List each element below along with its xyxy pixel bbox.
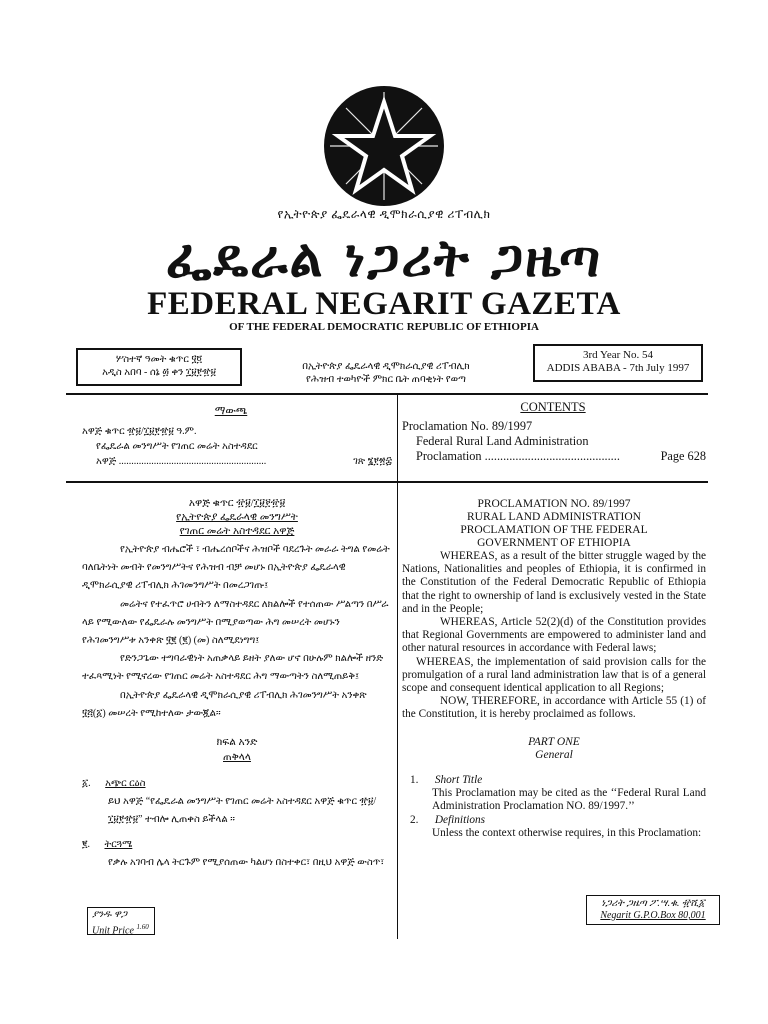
- english-title-line-2: RURAL LAND ADMINISTRATION: [467, 511, 641, 523]
- contents-rule: [66, 481, 708, 483]
- english-preamble-4: NOW, THEREFORE, in accordance with Article 55 (1) of the Constitution, it is hereby proclaimed as follows.: [402, 695, 706, 721]
- amharic-section-2-text: የቃሉ አገባብ ሌላ ትርጉም የሚያሰጠው ካልሆነ በስተቀር፣ በዚህ አዋጅ ውስጥ፣: [108, 856, 385, 868]
- contents-item-amharic-2: የፌዴራል መንግሥት የገጠር መሬት አስተዳደር: [96, 441, 258, 452]
- unit-price-label: Unit Price: [92, 925, 134, 937]
- english-part-title: PART ONE: [528, 735, 580, 748]
- english-proclamation-title: [402, 498, 706, 550]
- ethiopian-emblem-seal: [322, 84, 446, 208]
- contents-list-english: [402, 419, 706, 464]
- po-box-english: Negarit G.P.O.Box 80,001: [600, 910, 706, 921]
- po-box: [586, 895, 720, 925]
- amharic-section-1-number: ፩.: [82, 778, 91, 790]
- amharic-section-2-title: ትርጓሜ: [104, 838, 133, 850]
- english-part-heading: [402, 736, 706, 762]
- amharic-part-heading: [82, 735, 392, 765]
- unit-price-amharic: ያንዱ ዋጋ: [92, 909, 127, 920]
- english-title-line-4: GOVERNMENT OF ETHIOPIA: [477, 537, 631, 549]
- unit-price-value: 1.60: [136, 923, 149, 931]
- english-part-subtitle: General: [535, 748, 573, 761]
- amharic-title-line-2: የኢትዮጵያ ፌዴራላዊ መንግሥት: [176, 512, 298, 523]
- unit-price-box: [87, 907, 155, 935]
- amharic-preamble-1: የኢትዮጵያ ብሔሮች ፣ ብሔረሰቦችና ሕዝቦች ባደረጉት መራራ ትግል የመሬት ባለቤትነት መብት የመንግሥትና የሕዝብ ብቻ መሆኑ በኢትዮጵያ ፌዴራላዊ ዲሞክራሲያዊ ሪፐብሊክ ሕገመንግሥት በመረጋገጡ፤: [82, 544, 390, 592]
- amharic-preamble-2: መሬትና የተፈጥሮ ሀብትን ለማስተዳደር ለክልሎች የተሰጠው ሥልጣን በሥራ ላይ የሚውለው የፌዴራሉ መንግሥት በሚያወጣው ሕግ መሠረት መሆኑን የሕገመንግሥቱ አንቀጽ ፶፪ (፪) (መ) ስለሚደነግግ፤: [82, 598, 389, 647]
- header-rule: [66, 393, 708, 395]
- english-column: [402, 498, 706, 841]
- contents-heading-english: CONTENTS: [520, 400, 586, 414]
- contents-heading-amharic: ማውጫ: [214, 405, 248, 417]
- gazette-subtitle: OF THE FEDERAL DEMOCRATIC REPUBLIC OF ETHIOPIA: [229, 321, 539, 333]
- contents-item-amharic-1: አዋጅ ቁጥር ፹፱/፲፱፻፹፱ ዓ.ም.: [82, 426, 197, 437]
- amharic-part-title: ክፍል አንድ: [216, 737, 258, 749]
- amharic-preamble-3: የድንጋጌው ተግባራዊነት አጠቃላይ ይዘት ያለው ሆኖ በሁሉም ክልሎች ዘንድ ተፈጻሚነት የሚኖረው የገጠር መሬት አስተዳደር ሕግ ማውጣትን ስለሚጠይቅ፤: [82, 653, 384, 683]
- issue-date-english: ADDIS ABABA - 7th July 1997: [546, 362, 690, 374]
- issue-number-amharic: ሦስተኛ ዓመት ቁጥር ፶፬: [115, 354, 203, 365]
- issue-date-amharic: አዲስ አበባ - ሰኔ ፴ ቀን ፲፱፻፹፱: [102, 367, 216, 378]
- english-title-line-3: PROCLAMATION OF THE FEDERAL: [460, 524, 648, 536]
- amharic-title-line-1: አዋጅ ቁጥር ፹፱/፲፱፻፹፱: [188, 498, 286, 509]
- english-section-1-title: Short Title: [434, 773, 483, 786]
- contents-page-amharic: ገጽ ፮፻፳፰: [353, 456, 392, 467]
- publisher-line-2: የሕዝብ ተወካዮች ምክር ቤት ጠባቂነት የወጣ: [306, 374, 466, 385]
- amharic-part-subtitle: ጠቅላላ: [223, 752, 251, 764]
- english-section-2-title: Definitions: [434, 814, 486, 827]
- contents-page-english: Page 628: [660, 449, 706, 463]
- english-section-1-number: 1.: [410, 773, 419, 786]
- contents-item-amharic-3: አዋጅ ...........................................................: [96, 456, 267, 467]
- gazette-title-amharic: ፌዴራል ነጋሪት ጋዜጣ: [165, 228, 603, 289]
- english-preamble-1: WHEREAS, as a result of the bitter struggle waged by the Nations, Nationalities and peoples of Ethiopia, it is confirmed in the Constitution of the Federal Democratic Republic of Ethiopia that the right to ownership of land is exclusively vested in the State and in the People;: [402, 550, 706, 615]
- gazette-title-english: FEDERAL NEGARIT GAZETA: [147, 286, 621, 322]
- issue-number-english: 3rd Year No. 54: [583, 349, 653, 361]
- po-box-amharic: ነጋሪት ጋዜጣ ፖ.ሣ.ቁ. ፹ሺ፩: [601, 898, 705, 909]
- amharic-section-2-number: ፪.: [82, 838, 90, 850]
- amharic-column: [82, 497, 392, 872]
- column-divider: [397, 394, 398, 939]
- contents-item-english-3: Proclamation ............................................: [416, 449, 620, 463]
- publisher-note: [268, 360, 504, 386]
- amharic-section-1-text: ይህ አዋጅ “የፌዴራል መንግሥት የገጠር መሬት አስተዳደር አዋጅ ቁጥር ፹፱/፲፱፻፹፱” ተብሎ ሊጠቀስ ይችላል ።: [108, 796, 377, 826]
- publisher-line-1: በኢትዮጵያ ፌዴራላዊ ዲሞክራሲያዊ ሪፐብሊክ: [302, 361, 470, 372]
- republic-name-amharic: የኢትዮጵያ ፌዴራላዊ ዲሞክራሲያዊ ሪፐብሊክ: [277, 207, 491, 221]
- contents-item-english-2: Federal Rural Land Administration: [416, 434, 589, 448]
- amharic-preamble-4: በኢትዮጵያ ፌዴራላዊ ዲሞክራሲያዊ ሪፐብሊክ ሕገመንግሥት አንቀጽ ፶፭(፩) መሠረት የሚከተለው ታውጇል።: [82, 689, 367, 719]
- amharic-section-1-title: አጭር ርዕስ: [105, 778, 146, 790]
- english-preamble-3: WHEREAS, the implementation of said provision calls for the promulgation of a rural land administration law that is of a general scope and consequent identical application to all Regions;: [402, 655, 706, 695]
- english-preamble-2: WHEREAS, Article 52(2)(d) of the Constitution provides that Regional Governments are empowered to administer land and other natural resources in accordance with Federal laws;: [402, 616, 706, 655]
- english-section-2-text: Unless the context otherwise requires, in this Proclamation:: [432, 827, 702, 840]
- contents-item-english-1: Proclamation No. 89/1997: [402, 419, 533, 433]
- amharic-proclamation-title: [82, 497, 392, 539]
- amharic-title-line-3: የገጠር መሬት አስተዳደር አዋጅ: [179, 526, 295, 537]
- english-section-1-text: This Proclamation may be cited as the ‘‘Federal Rural Land Administration Proclamation NO. 89/1997.’’: [432, 786, 706, 813]
- english-section-2-number: 2.: [410, 814, 419, 827]
- contents-list-amharic: [82, 424, 392, 469]
- issue-info-english-box: [533, 344, 703, 382]
- issue-info-amharic-box: [76, 348, 242, 386]
- english-title-line-1: PROCLAMATION NO. 89/1997: [477, 498, 631, 510]
